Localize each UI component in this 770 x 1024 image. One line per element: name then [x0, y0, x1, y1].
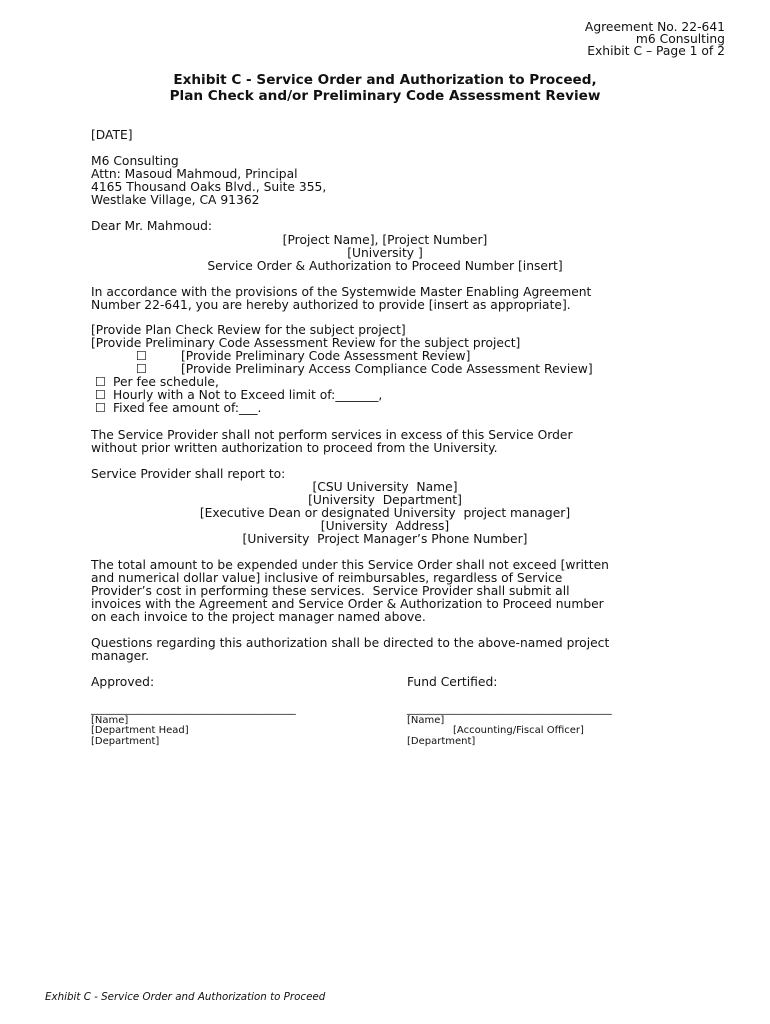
checkbox-icon[interactable]: ☐ [95, 375, 107, 389]
report-manager: [Executive Dean or designated University project manager] [199, 506, 571, 520]
questions-line1: Questions regarding this authorization shall be directed to the above-named project [91, 636, 610, 650]
page-footer: Exhibit C - Service Order and Authorization to Proceed [45, 991, 326, 1003]
limit-line1: The Service Provider shall not perform services in excess of this Service Order [91, 428, 573, 442]
report-heading: Service Provider shall report to: [91, 467, 286, 481]
service-sub1: [Provide Preliminary Code Assessment Review] [181, 349, 471, 363]
total-line3: Provider’s cost in performing these services. Service Provider shall submit all [91, 584, 570, 598]
service-preliminary: [Provide Preliminary Code Assessment Review for the subject project] [91, 336, 521, 350]
intro-line1: In accordance with the provisions of the Systemwide Master Enabling Agreement [91, 285, 592, 299]
reference-order: Service Order & Authorization to Proceed Number [insert] [207, 259, 563, 273]
total-line4: invoices with the Agreement and Service Order & Authorization to Proceed number [91, 597, 604, 611]
page-indicator: Exhibit C – Page 1 of 2 [587, 44, 725, 58]
address-name: M6 Consulting [91, 154, 179, 168]
total-line1: The total amount to be expended under this Service Order shall not exceed [written [91, 558, 609, 572]
reference-project: [Project Name], [Project Number] [282, 233, 488, 247]
report-university-name: [CSU University Name] [312, 480, 458, 494]
document-title-line2: Plan Check and/or Preliminary Code Assessment Review [169, 88, 601, 104]
salutation: Dear Mr. Mahmoud: [91, 219, 213, 233]
service-sub2: [Provide Preliminary Access Compliance Code Assessment Review] [181, 362, 593, 376]
approver-title: [Department Head] [91, 725, 189, 736]
certifier-title: [Accounting/Fiscal Officer] [453, 725, 584, 736]
approver-name: [Name] [91, 715, 129, 726]
fee-option-fixed: Fixed fee amount of:___. [113, 401, 262, 415]
fund-certified-label: Fund Certified: [407, 675, 498, 689]
checkbox-icon[interactable]: ☐ [95, 388, 107, 402]
intro-line2: Number 22-641, you are hereby authorized to provide [insert as appropriate]. [91, 298, 571, 312]
fee-option-hourly: Hourly with a Not to Exceed limit of:_______, [113, 388, 383, 402]
company-header: m6 Consulting [635, 32, 725, 46]
certifier-name: [Name] [407, 715, 445, 726]
report-phone: [University Project Manager’s Phone Number] [242, 532, 528, 546]
address-street: 4165 Thousand Oaks Blvd., Suite 355, [91, 180, 327, 194]
report-address: [University Address] [320, 519, 450, 533]
checkbox-icon[interactable]: ☐ [136, 349, 148, 363]
document-title-line1: Exhibit C - Service Order and Authorization to Proceed, [173, 72, 597, 88]
address-city: Westlake Village, CA 91362 [91, 193, 260, 207]
agreement-number: Agreement No. 22-641 [584, 20, 725, 34]
approved-label: Approved: [91, 675, 155, 689]
service-plan-check: [Provide Plan Check Review for the subject project] [91, 323, 406, 337]
total-line2: and numerical dollar value] inclusive of reimbursables, regardless of Service [91, 571, 563, 585]
questions-line2: manager. [91, 649, 150, 663]
report-department: [University Department] [308, 493, 462, 507]
date-placeholder: [DATE] [91, 128, 133, 142]
address-attn: Attn: Masoud Mahmoud, Principal [91, 167, 298, 181]
checkbox-icon[interactable]: ☐ [95, 401, 107, 415]
limit-line2: without prior written authorization to proceed from the University. [91, 441, 498, 455]
certifier-department: [Department] [407, 736, 476, 747]
checkbox-icon[interactable]: ☐ [136, 362, 148, 376]
reference-university: [University ] [347, 246, 423, 260]
fund-signature-line[interactable]: _______________________________________ [407, 703, 612, 715]
total-line5: on each invoice to the project manager named above. [91, 610, 426, 624]
fee-option-schedule: Per fee schedule, [113, 375, 219, 389]
approver-department: [Department] [91, 736, 160, 747]
approved-signature-line[interactable]: _______________________________________ [91, 703, 296, 715]
